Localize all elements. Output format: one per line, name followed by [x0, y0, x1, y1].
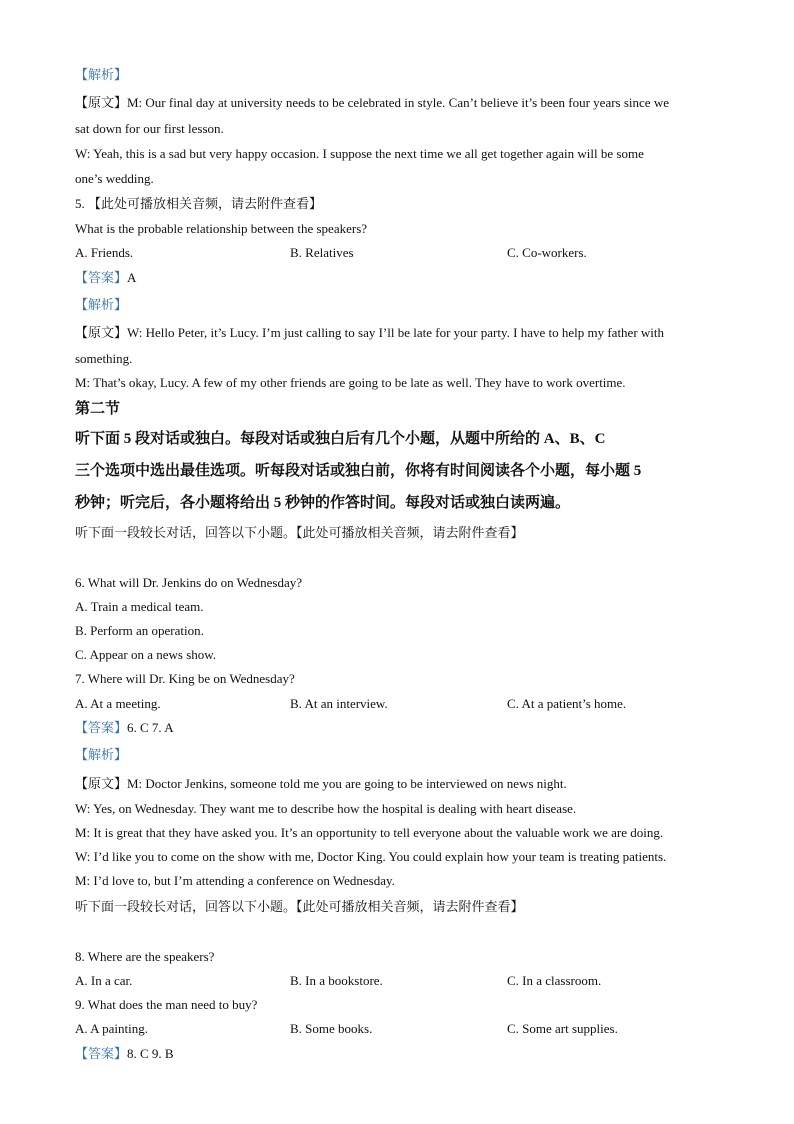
analysis-label: 【解析】 [75, 67, 128, 82]
instruction-line: 听下面 5 段对话或独白。每段对话或独白后有几个小题，从题中所给的 A、B、C [75, 431, 606, 447]
answer-row [75, 1045, 174, 1063]
question-6: 6. What will Dr. Jenkins do on Wednesday? [75, 575, 303, 590]
transcript-line: 【原文】M: Doctor Jenkins, someone told me you are going to be interviewed on news night. [75, 776, 567, 791]
option-a: A. Friends. [75, 245, 134, 260]
answer-row [75, 719, 174, 737]
question-7: 7. Where will Dr. King be on Wednesday? [75, 671, 295, 686]
answer-value: 6. C 7. A [127, 720, 174, 735]
instruction-line: 三个选项中选出最佳选项。听每段对话或独白前，你将有时间阅读各个小题，每小题 5 [75, 463, 642, 479]
analysis-label: 【解析】 [75, 747, 128, 762]
analysis-label: 【解析】 [75, 297, 128, 312]
option-a: A. Train a medical team. [75, 599, 204, 614]
option-b: B. Perform an operation. [75, 623, 204, 638]
option-a: A. A painting. [75, 1021, 148, 1036]
transcript-line: 【原文】W: Hello Peter, it’s Lucy. I’m just calling to say I’ll be late for your party. I have to help my father with [75, 325, 665, 340]
option-b: B. At an interview. [290, 696, 388, 711]
transcript-line: sat down for our first lesson. [75, 121, 224, 136]
transcript-line: something. [75, 351, 133, 366]
option-a: A. In a car. [75, 973, 133, 988]
option-c: C. In a classroom. [507, 973, 602, 988]
transcript-line: one’s wedding. [75, 171, 154, 186]
answer-label: 【答案】 [75, 720, 128, 735]
option-c: C. Co-workers. [507, 245, 587, 260]
option-c: C. At a patient’s home. [507, 696, 627, 711]
answer-label: 【答案】 [75, 1046, 128, 1061]
option-c: C. Some art supplies. [507, 1021, 618, 1036]
option-b: B. Some books. [290, 1021, 373, 1036]
transcript-line: W: Yeah, this is a sad but very happy occasion. I suppose the next time we all get together again will be some [75, 146, 644, 161]
answer-label: 【答案】 [75, 270, 128, 285]
transcript-line: M: That’s okay, Lucy. A few of my other friends are going to be late as well. They have to work overtime. [75, 375, 626, 390]
transcript-line: W: I’d like you to come on the show with me, Doctor King. You could explain how your team is treating patients. [75, 849, 667, 864]
question-8: 8. Where are the speakers? [75, 949, 215, 964]
transcript-line: W: Yes, on Wednesday. They want me to describe how the hospital is dealing with heart disease. [75, 801, 577, 816]
transcript-line: 【原文】M: Our final day at university needs to be celebrated in style. Can’t believe it’s been four years since we [75, 95, 669, 110]
audio-note: 5. 【此处可播放相关音频，请去附件查看】 [75, 196, 323, 211]
answer-row [75, 269, 136, 287]
listen-instruction: 听下面一段较长对话，回答以下小题。【此处可播放相关音频，请去附件查看】 [75, 899, 524, 914]
answer-value: A [127, 270, 137, 285]
listen-instruction: 听下面一段较长对话，回答以下小题。【此处可播放相关音频，请去附件查看】 [75, 525, 524, 540]
transcript-line: M: I’d love to, but I’m attending a conference on Wednesday. [75, 873, 395, 888]
question-9: 9. What does the man need to buy? [75, 997, 258, 1012]
option-b: B. Relatives [290, 245, 354, 260]
option-a: A. At a meeting. [75, 696, 161, 711]
option-b: B. In a bookstore. [290, 973, 383, 988]
section-title: 第二节 [75, 401, 121, 417]
answer-value: 8. C 9. B [127, 1046, 174, 1061]
instruction-line: 秒钟；听完后，各小题将给出 5 秒钟的作答时间。每段对话或独白读两遍。 [75, 495, 571, 511]
question-5: What is the probable relationship between the speakers? [75, 221, 368, 236]
transcript-line: M: It is great that they have asked you. It’s an opportunity to tell everyone about the valuable work we are doing. [75, 825, 664, 840]
option-c: C. Appear on a news show. [75, 647, 217, 662]
